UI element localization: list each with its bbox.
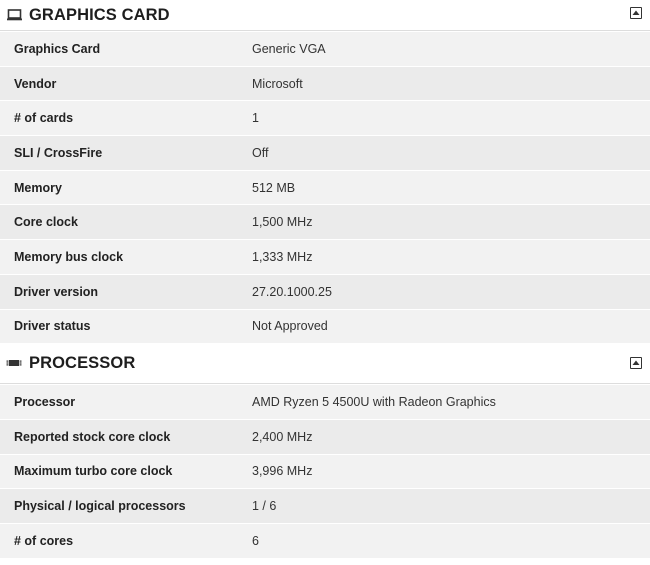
row-value: Microsoft	[252, 76, 303, 91]
table-row	[0, 31, 650, 66]
monitor-icon	[6, 8, 22, 22]
row-label: # of cards	[14, 111, 74, 126]
row-value: Generic VGA	[252, 41, 326, 56]
row-value: 2,400 MHz	[252, 429, 313, 444]
graphics-card-table	[0, 31, 650, 343]
cpu-chip-icon	[6, 356, 22, 370]
row-label: Vendor	[14, 76, 57, 91]
processor-title: PROCESSOR	[29, 353, 136, 372]
processor-header	[0, 343, 650, 383]
row-value: 3,996 MHz	[252, 464, 313, 479]
row-value: Off	[252, 145, 269, 160]
row-label: Core clock	[14, 215, 78, 230]
table-row	[0, 135, 650, 170]
row-label: Reported stock core clock	[14, 429, 171, 444]
table-row	[0, 419, 650, 454]
table-row	[0, 66, 650, 101]
table-row	[0, 454, 650, 489]
row-value: 1 / 6	[252, 499, 277, 514]
row-label: Memory bus clock	[14, 249, 124, 264]
table-row	[0, 488, 650, 523]
table-row	[0, 100, 650, 135]
row-label: Driver status	[14, 319, 91, 334]
row-label: Maximum turbo core clock	[14, 464, 173, 479]
collapse-graphics-card-button[interactable]	[630, 7, 642, 19]
table-row	[0, 170, 650, 205]
row-label: Driver version	[14, 284, 99, 299]
row-value: AMD Ryzen 5 4500U with Radeon Graphics	[252, 395, 496, 410]
table-row	[0, 384, 650, 419]
graphics-card-title: GRAPHICS CARD	[29, 5, 170, 24]
table-row	[0, 523, 650, 558]
graphics-card-header	[0, 0, 650, 30]
caret-up-icon	[632, 10, 640, 16]
row-value: 6	[252, 533, 259, 548]
row-label: Physical / logical processors	[14, 499, 186, 514]
row-value: 1,333 MHz	[252, 249, 313, 264]
row-value: Not Approved	[252, 319, 328, 334]
table-row	[0, 239, 650, 274]
table-row	[0, 309, 650, 344]
table-row	[0, 204, 650, 239]
row-label: # of cores	[14, 533, 74, 548]
caret-up-icon	[632, 360, 640, 366]
row-label: Graphics Card	[14, 41, 101, 56]
table-row	[0, 274, 650, 309]
row-value: 512 MB	[252, 180, 296, 195]
row-label: Processor	[14, 395, 76, 410]
row-value: 27.20.1000.25	[252, 284, 332, 299]
row-value: 1	[252, 111, 259, 126]
collapse-processor-button[interactable]	[630, 357, 642, 369]
row-label: SLI / CrossFire	[14, 145, 103, 160]
row-value: 1,500 MHz	[252, 215, 313, 230]
processor-table	[0, 384, 650, 557]
processor-section	[0, 343, 650, 557]
row-label: Memory	[14, 180, 62, 195]
